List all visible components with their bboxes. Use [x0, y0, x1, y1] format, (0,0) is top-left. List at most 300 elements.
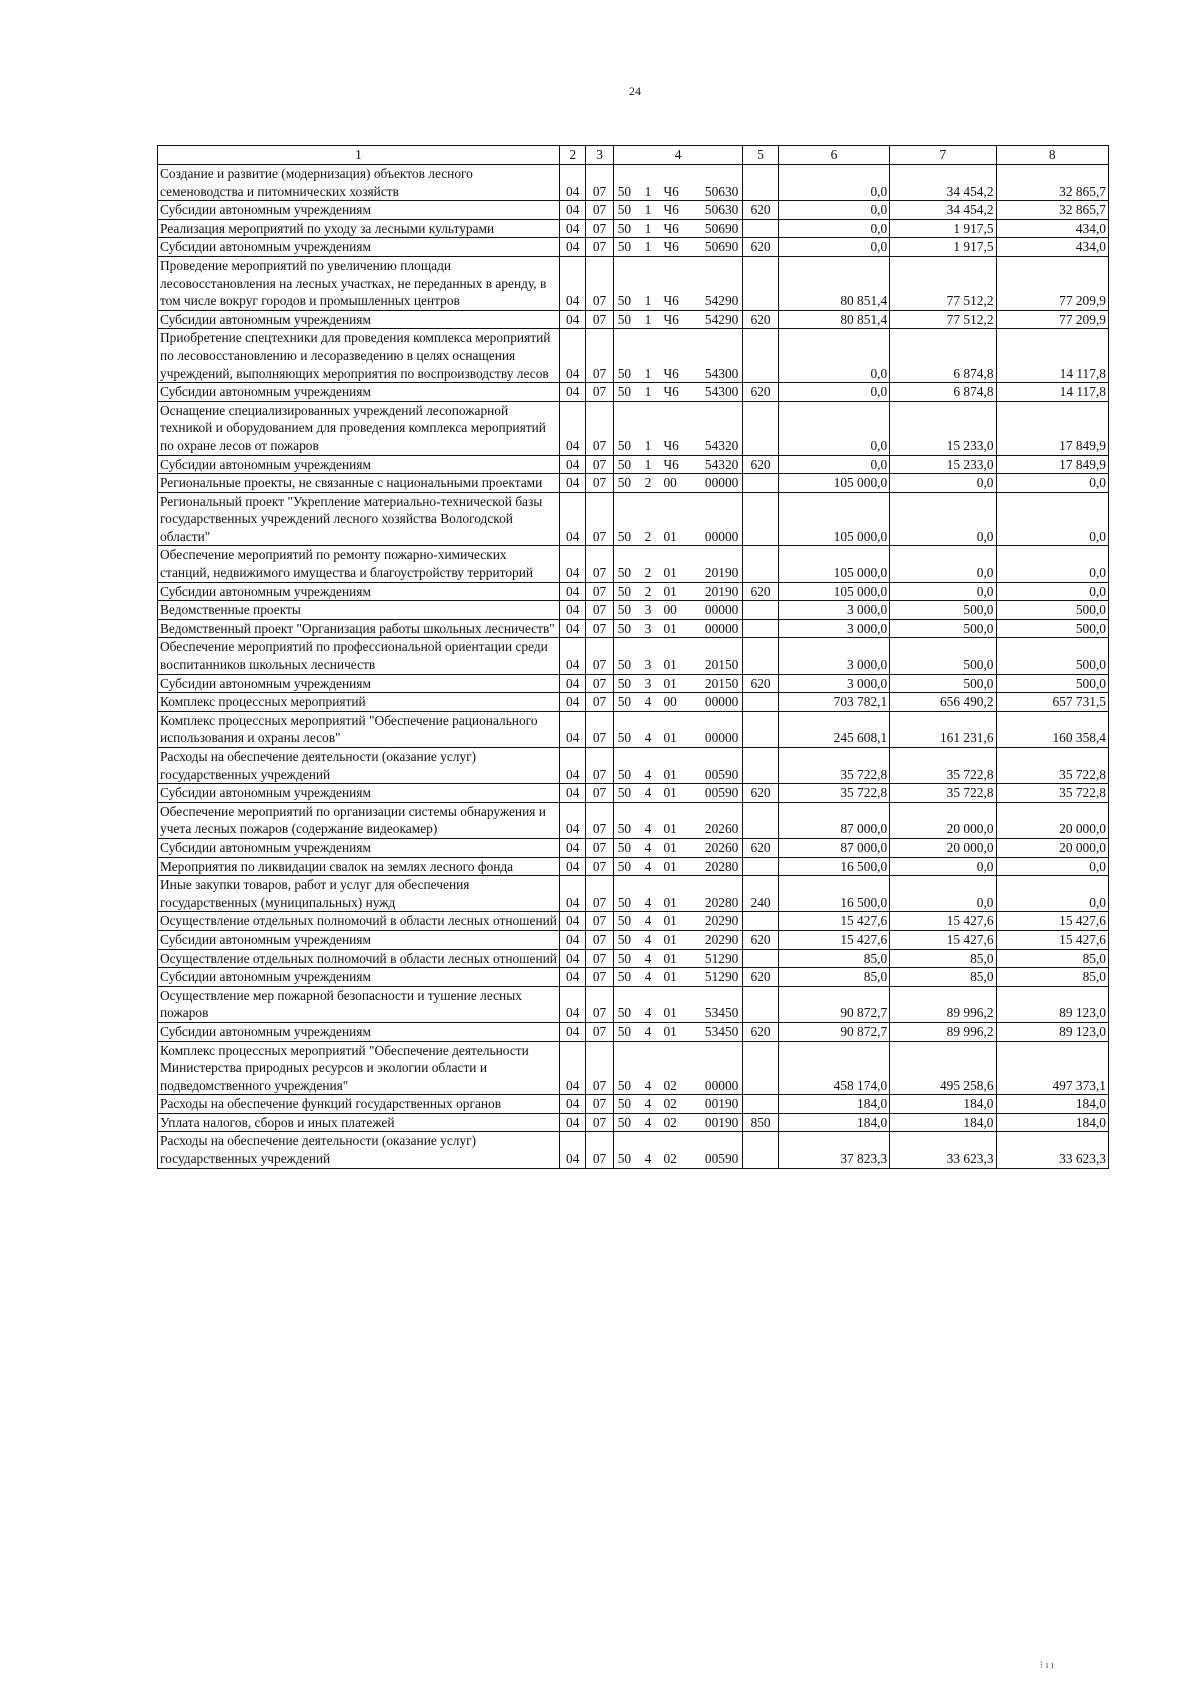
- target-article-part: 54290: [704, 293, 739, 309]
- amount-col6: 80 851,4: [778, 256, 889, 310]
- table-row: [158, 310, 1109, 329]
- amount-col7: 77 512,2: [890, 256, 996, 310]
- amount-col8: 0,0: [996, 857, 1108, 876]
- amount-col7: 15 427,6: [890, 930, 996, 949]
- table-row: [158, 638, 1109, 674]
- target-article-part: 02: [663, 1114, 677, 1130]
- target-article-part: 00000: [704, 1077, 739, 1093]
- table-row: [158, 165, 1109, 201]
- scan-mark: ⁝ ı ı: [1040, 1660, 1054, 1671]
- expense-type-code: [743, 748, 778, 784]
- target-article-parts: [616, 784, 741, 802]
- target-article-part: 2: [644, 583, 652, 599]
- subsection-code: 07: [586, 201, 613, 220]
- amount-col7: 0,0: [890, 492, 996, 546]
- expense-type-code: [743, 256, 778, 310]
- table-row: [158, 949, 1109, 968]
- table-row: [158, 455, 1109, 474]
- subsection-code: 07: [586, 1132, 613, 1168]
- target-article-parts: [616, 1114, 741, 1132]
- row-name: Региональный проект "Укрепление материально-технической базы государственных учреждений лесного хозяйства Вологодской области": [158, 492, 560, 546]
- target-article-part: 50: [617, 821, 632, 837]
- target-article-parts: [616, 1023, 741, 1041]
- target-article-part: 4: [644, 858, 652, 874]
- row-name: Субсидии автономным учреждениям: [158, 784, 560, 803]
- target-article-code: [613, 711, 743, 747]
- amount-col8: 500,0: [996, 638, 1108, 674]
- target-article-parts: [616, 693, 741, 711]
- amount-col8: 14 117,8: [996, 329, 1108, 383]
- target-article-part: 02: [663, 1096, 677, 1112]
- target-article-part: 50: [617, 931, 632, 947]
- expense-type-code: [743, 638, 778, 674]
- target-article-parts: [616, 1004, 741, 1022]
- target-article-part: 50: [617, 620, 632, 636]
- target-article-part: 50: [617, 766, 632, 782]
- target-article-part: 4: [644, 1151, 652, 1167]
- table-row: [158, 711, 1109, 747]
- expense-type-code: [743, 1095, 778, 1114]
- target-article-parts: [616, 912, 741, 930]
- amount-col8: 89 123,0: [996, 986, 1108, 1022]
- target-article-part: 54320: [704, 456, 739, 472]
- amount-col8: 500,0: [996, 619, 1108, 638]
- amount-col6: 87 000,0: [778, 802, 889, 838]
- target-article-part: 01: [663, 858, 677, 874]
- table-row: [158, 748, 1109, 784]
- target-article-part: 1: [644, 293, 652, 309]
- target-article-parts: [616, 311, 741, 329]
- amount-col8: 20 000,0: [996, 802, 1108, 838]
- amount-col7: 6 874,8: [890, 383, 996, 402]
- target-article-code: [613, 986, 743, 1022]
- target-article-parts: [616, 238, 741, 256]
- amount-col6: 80 851,4: [778, 310, 889, 329]
- amount-col6: 15 427,6: [778, 912, 889, 931]
- expense-type-code: [743, 165, 778, 201]
- expense-type-code: [743, 329, 778, 383]
- target-article-part: 01: [663, 913, 677, 929]
- subsection-code: 07: [586, 949, 613, 968]
- section-code: 04: [560, 802, 586, 838]
- table-row: [158, 238, 1109, 257]
- target-article-part: 50: [617, 675, 632, 691]
- target-article-part: 50: [617, 220, 632, 236]
- subsection-code: 07: [586, 693, 613, 712]
- amount-col6: 3 000,0: [778, 638, 889, 674]
- row-name: Субсидии автономным учреждениям: [158, 455, 560, 474]
- target-article-part: 3: [644, 657, 652, 673]
- target-article-part: 50: [617, 950, 632, 966]
- table-row: [158, 912, 1109, 931]
- target-article-parts: [616, 839, 741, 857]
- row-name: Субсидии автономным учреждениям: [158, 1022, 560, 1041]
- target-article-part: 01: [663, 766, 677, 782]
- row-name: Обеспечение мероприятий по ремонту пожарно-химических станций, недвижимого имущества и благоустройству территорий: [158, 546, 560, 582]
- amount-col8: 0,0: [996, 582, 1108, 601]
- row-name: Оснащение специализированных учреждений лесопожарной техникой и оборудованием для проведения комплекса мероприятий по охране лесов от пожаров: [158, 401, 560, 455]
- subsection-code: 07: [586, 165, 613, 201]
- expense-type-code: [743, 949, 778, 968]
- section-code: 04: [560, 401, 586, 455]
- amount-col8: 85,0: [996, 949, 1108, 968]
- target-article-part: 4: [644, 969, 652, 985]
- table-row: [158, 401, 1109, 455]
- target-article-part: 50: [617, 969, 632, 985]
- section-code: 04: [560, 784, 586, 803]
- header-cell: 8: [996, 146, 1108, 165]
- target-article-code: [613, 838, 743, 857]
- amount-col8: 35 722,8: [996, 748, 1108, 784]
- target-article-part: Ч6: [663, 293, 679, 309]
- expense-type-code: 620: [743, 310, 778, 329]
- target-article-code: [613, 219, 743, 238]
- target-article-part: 50: [617, 1077, 632, 1093]
- amount-col7: 1 917,5: [890, 238, 996, 257]
- amount-col8: 20 000,0: [996, 838, 1108, 857]
- target-article-part: Ч6: [663, 456, 679, 472]
- subsection-code: 07: [586, 455, 613, 474]
- section-code: 04: [560, 1095, 586, 1114]
- page-number: 24: [629, 84, 641, 98]
- amount-col7: 77 512,2: [890, 310, 996, 329]
- table-row: [158, 492, 1109, 546]
- expense-type-code: 620: [743, 674, 778, 693]
- target-article-part: 50: [617, 730, 632, 746]
- expense-type-code: [743, 912, 778, 931]
- target-article-part: 00590: [704, 1151, 739, 1167]
- expense-type-code: [743, 219, 778, 238]
- target-article-part: 00000: [704, 475, 739, 491]
- target-article-part: 01: [663, 675, 677, 691]
- subsection-code: 07: [586, 930, 613, 949]
- target-article-part: 00: [663, 475, 677, 491]
- target-article-code: [613, 455, 743, 474]
- target-article-part: 20150: [704, 675, 739, 691]
- row-name: Проведение мероприятий по увеличению площади лесовосстановления на лесных участках, не переданных в аренду, в том числе вокруг городов и промышленных центров: [158, 256, 560, 310]
- target-article-part: 50: [617, 365, 632, 381]
- amount-col6: 35 722,8: [778, 784, 889, 803]
- target-article-code: [613, 310, 743, 329]
- target-article-parts: [616, 383, 741, 401]
- amount-col6: 3 000,0: [778, 619, 889, 638]
- amount-col6: 105 000,0: [778, 582, 889, 601]
- amount-col6: 184,0: [778, 1095, 889, 1114]
- amount-col6: 105 000,0: [778, 492, 889, 546]
- subsection-code: 07: [586, 582, 613, 601]
- expense-type-code: 620: [743, 1022, 778, 1041]
- amount-col7: 15 233,0: [890, 455, 996, 474]
- target-article-part: 50: [617, 602, 632, 618]
- target-article-part: 53450: [704, 1005, 739, 1021]
- amount-col7: 20 000,0: [890, 838, 996, 857]
- row-name: Субсидии автономным учреждениям: [158, 968, 560, 987]
- subsection-code: 07: [586, 601, 613, 620]
- amount-col7: 0,0: [890, 546, 996, 582]
- target-article-code: [613, 1041, 743, 1095]
- target-article-part: 00000: [704, 620, 739, 636]
- row-name: Субсидии автономным учреждениям: [158, 201, 560, 220]
- amount-col8: 33 623,3: [996, 1132, 1108, 1168]
- target-article-part: 4: [644, 785, 652, 801]
- row-name: Субсидии автономным учреждениям: [158, 838, 560, 857]
- target-article-part: 01: [663, 894, 677, 910]
- section-code: 04: [560, 1022, 586, 1041]
- amount-col7: 0,0: [890, 857, 996, 876]
- amount-col8: 0,0: [996, 546, 1108, 582]
- target-article-part: 50: [617, 1114, 632, 1130]
- amount-col8: 434,0: [996, 219, 1108, 238]
- amount-col7: 20 000,0: [890, 802, 996, 838]
- section-code: 04: [560, 876, 586, 912]
- amount-col8: 15 427,6: [996, 930, 1108, 949]
- target-article-code: [613, 238, 743, 257]
- amount-col8: 77 209,9: [996, 310, 1108, 329]
- target-article-code: [613, 638, 743, 674]
- amount-col7: 161 231,6: [890, 711, 996, 747]
- section-code: 04: [560, 986, 586, 1022]
- table-row: [158, 601, 1109, 620]
- amount-col6: 3 000,0: [778, 674, 889, 693]
- target-article-parts: [616, 620, 741, 638]
- target-article-code: [613, 876, 743, 912]
- section-code: 04: [560, 310, 586, 329]
- amount-col6: 0,0: [778, 401, 889, 455]
- section-code: 04: [560, 201, 586, 220]
- target-article-part: 4: [644, 913, 652, 929]
- target-article-parts: [616, 528, 741, 546]
- amount-col8: 184,0: [996, 1113, 1108, 1132]
- target-article-code: [613, 784, 743, 803]
- table-row: [158, 802, 1109, 838]
- target-article-parts: [616, 766, 741, 784]
- amount-col8: 32 865,7: [996, 165, 1108, 201]
- amount-col7: 15 233,0: [890, 401, 996, 455]
- amount-col8: 17 849,9: [996, 455, 1108, 474]
- row-name: Создание и развитие (модернизация) объектов лесного семеноводства и питомнических хозяйств: [158, 165, 560, 201]
- amount-col6: 85,0: [778, 949, 889, 968]
- section-code: 04: [560, 383, 586, 402]
- subsection-code: 07: [586, 619, 613, 638]
- target-article-code: [613, 546, 743, 582]
- target-article-part: 20280: [704, 858, 739, 874]
- amount-col6: 3 000,0: [778, 601, 889, 620]
- target-article-part: 00190: [704, 1114, 739, 1130]
- expense-type-code: [743, 474, 778, 493]
- target-article-code: [613, 1095, 743, 1114]
- target-article-part: 1: [644, 365, 652, 381]
- subsection-code: 07: [586, 329, 613, 383]
- target-article-part: 01: [663, 730, 677, 746]
- target-article-part: 50: [617, 894, 632, 910]
- target-article-part: 4: [644, 1077, 652, 1093]
- row-name: Обеспечение мероприятий по организации системы обнаружения и учета лесных пожаров (содержание видеокамер): [158, 802, 560, 838]
- expense-type-code: 850: [743, 1113, 778, 1132]
- amount-col7: 33 623,3: [890, 1132, 996, 1168]
- amount-col6: 0,0: [778, 201, 889, 220]
- target-article-code: [613, 912, 743, 931]
- target-article-parts: [616, 1077, 741, 1095]
- amount-col7: 35 722,8: [890, 784, 996, 803]
- target-article-part: 1: [644, 384, 652, 400]
- amount-col7: 6 874,8: [890, 329, 996, 383]
- target-article-code: [613, 968, 743, 987]
- table-row: [158, 986, 1109, 1022]
- target-article-part: 50: [617, 183, 632, 199]
- target-article-part: 01: [663, 528, 677, 544]
- target-article-part: Ч6: [663, 365, 679, 381]
- amount-col8: 32 865,7: [996, 201, 1108, 220]
- amount-col6: 458 174,0: [778, 1041, 889, 1095]
- amount-col8: 14 117,8: [996, 383, 1108, 402]
- target-article-part: 2: [644, 475, 652, 491]
- section-code: 04: [560, 582, 586, 601]
- target-article-part: 01: [663, 1023, 677, 1039]
- row-name: Расходы на обеспечение деятельности (оказание услуг) государственных учреждений: [158, 748, 560, 784]
- target-article-part: 3: [644, 675, 652, 691]
- row-name: Осуществление мер пожарной безопасности и тушение лесных пожаров: [158, 986, 560, 1022]
- target-article-parts: [616, 1095, 741, 1113]
- amount-col7: 0,0: [890, 876, 996, 912]
- row-name: Реализация мероприятий по уходу за лесными культурами: [158, 219, 560, 238]
- target-article-part: 4: [644, 1023, 652, 1039]
- target-article-part: Ч6: [663, 183, 679, 199]
- target-article-parts: [616, 656, 741, 674]
- target-article-parts: [616, 931, 741, 949]
- target-article-part: Ч6: [663, 384, 679, 400]
- subsection-code: 07: [586, 1095, 613, 1114]
- section-code: 04: [560, 219, 586, 238]
- target-article-part: 4: [644, 1005, 652, 1021]
- amount-col7: 85,0: [890, 968, 996, 987]
- expense-type-code: [743, 492, 778, 546]
- target-article-parts: [616, 858, 741, 876]
- row-name: Осуществление отдельных полномочий в области лесных отношений: [158, 949, 560, 968]
- target-article-part: 50: [617, 239, 632, 255]
- target-article-part: 01: [663, 620, 677, 636]
- target-article-code: [613, 1113, 743, 1132]
- target-article-parts: [616, 729, 741, 747]
- target-article-parts: [616, 675, 741, 693]
- expense-type-code: [743, 401, 778, 455]
- amount-col7: 15 427,6: [890, 912, 996, 931]
- amount-col8: 434,0: [996, 238, 1108, 257]
- amount-col6: 16 500,0: [778, 857, 889, 876]
- target-article-part: 01: [663, 565, 677, 581]
- target-article-part: 01: [663, 950, 677, 966]
- amount-col7: 0,0: [890, 582, 996, 601]
- target-article-part: 00000: [704, 528, 739, 544]
- amount-col6: 0,0: [778, 383, 889, 402]
- target-article-part: 4: [644, 931, 652, 947]
- target-article-part: 00000: [704, 730, 739, 746]
- table-row: [158, 1095, 1109, 1114]
- target-article-part: 4: [644, 694, 652, 710]
- expense-type-code: 620: [743, 838, 778, 857]
- header-cell: 1: [158, 146, 560, 165]
- target-article-part: 01: [663, 969, 677, 985]
- amount-col6: 15 427,6: [778, 930, 889, 949]
- subsection-code: 07: [586, 912, 613, 931]
- amount-col8: 0,0: [996, 876, 1108, 912]
- target-article-part: 50: [617, 694, 632, 710]
- section-code: 04: [560, 1113, 586, 1132]
- table-row: [158, 1132, 1109, 1168]
- header-cell: 4: [613, 146, 743, 165]
- subsection-code: 07: [586, 256, 613, 310]
- row-name: Ведомственный проект "Организация работы школьных лесничеств": [158, 619, 560, 638]
- target-article-part: 20290: [704, 913, 739, 929]
- section-code: 04: [560, 601, 586, 620]
- header-cell: 2: [560, 146, 586, 165]
- amount-col8: 500,0: [996, 601, 1108, 620]
- target-article-part: 51290: [704, 950, 739, 966]
- target-article-part: 4: [644, 894, 652, 910]
- amount-col7: 500,0: [890, 674, 996, 693]
- subsection-code: 07: [586, 857, 613, 876]
- subsection-code: 07: [586, 876, 613, 912]
- target-article-code: [613, 329, 743, 383]
- amount-col6: 90 872,7: [778, 1022, 889, 1041]
- amount-col7: 500,0: [890, 601, 996, 620]
- target-article-part: 20260: [704, 821, 739, 837]
- subsection-code: 07: [586, 802, 613, 838]
- budget-table: [157, 145, 1109, 1169]
- amount-col6: 85,0: [778, 968, 889, 987]
- target-article-parts: [616, 1150, 741, 1168]
- amount-col6: 703 782,1: [778, 693, 889, 712]
- target-article-part: 20290: [704, 931, 739, 947]
- section-code: 04: [560, 949, 586, 968]
- section-code: 04: [560, 674, 586, 693]
- target-article-code: [613, 492, 743, 546]
- row-name: Осуществление отдельных полномочий в области лесных отношений: [158, 912, 560, 931]
- target-article-part: 02: [663, 1077, 677, 1093]
- target-article-part: 20190: [704, 583, 739, 599]
- target-article-parts: [616, 437, 741, 455]
- target-article-part: 2: [644, 528, 652, 544]
- target-article-parts: [616, 365, 741, 383]
- target-article-code: [613, 619, 743, 638]
- row-name: Комплекс процессных мероприятий "Обеспечение рационального использования и охраны лесов": [158, 711, 560, 747]
- amount-col8: 85,0: [996, 968, 1108, 987]
- target-article-part: 4: [644, 821, 652, 837]
- table-row: [158, 693, 1109, 712]
- target-article-part: 50: [617, 565, 632, 581]
- target-article-part: 20150: [704, 657, 739, 673]
- amount-col6: 245 608,1: [778, 711, 889, 747]
- target-article-parts: [616, 220, 741, 238]
- row-name: Расходы на обеспечение функций государственных органов: [158, 1095, 560, 1114]
- target-article-code: [613, 165, 743, 201]
- amount-col8: 15 427,6: [996, 912, 1108, 931]
- amount-col7: 184,0: [890, 1113, 996, 1132]
- table-row: [158, 219, 1109, 238]
- expense-type-code: [743, 1132, 778, 1168]
- target-article-parts: [616, 564, 741, 582]
- target-article-code: [613, 949, 743, 968]
- subsection-code: 07: [586, 638, 613, 674]
- row-name: Мероприятия по ликвидации свалок на землях лесного фонда: [158, 857, 560, 876]
- amount-col7: 34 454,2: [890, 165, 996, 201]
- target-article-code: [613, 383, 743, 402]
- table-row: [158, 619, 1109, 638]
- target-article-part: 1: [644, 183, 652, 199]
- amount-col7: 500,0: [890, 619, 996, 638]
- section-code: 04: [560, 256, 586, 310]
- subsection-code: 07: [586, 219, 613, 238]
- target-article-part: 01: [663, 839, 677, 855]
